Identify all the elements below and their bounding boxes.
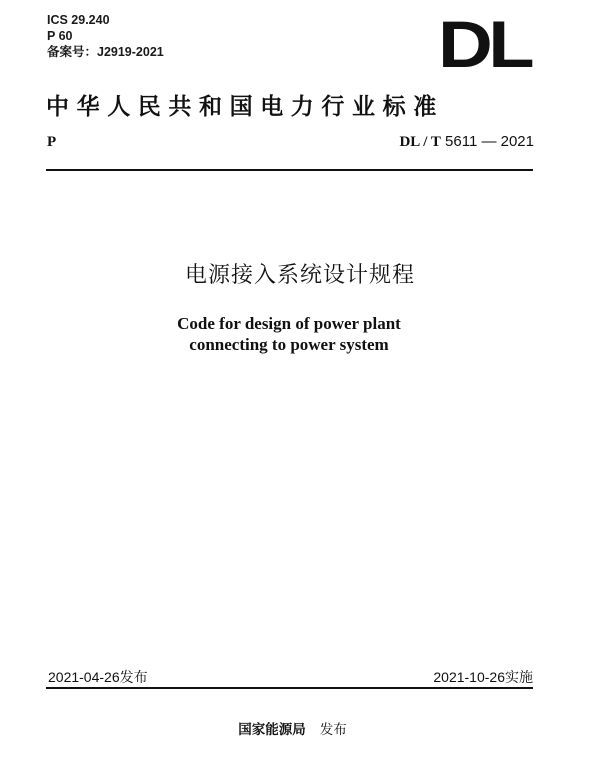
standard-number — [399, 133, 534, 151]
publish-date-value: 2021-04-26 — [48, 669, 120, 685]
metadata-block — [47, 12, 164, 60]
publisher — [0, 718, 585, 738]
english-title-line-2: connecting to power system — [189, 335, 389, 354]
chinese-title: 电源接入系统设计规程 — [184, 263, 415, 288]
top-divider — [46, 169, 533, 171]
standard-number-prefix: DL / T — [399, 134, 441, 150]
english-title — [0, 313, 578, 355]
standard-type-title: 中华人民共和国电力行业标准 — [46, 93, 444, 120]
bottom-divider — [46, 687, 533, 689]
publisher-name: 国家能源局 — [238, 722, 306, 738]
standard-category-code: P — [47, 134, 57, 150]
implement-date-value: 2021-10-26 — [433, 669, 505, 685]
english-title-line-1: Code for design of power plant — [177, 314, 401, 333]
implement-label: 实施 — [505, 669, 533, 685]
dl-logo: DL — [438, 7, 530, 81]
ics-code: ICS 29.240 — [47, 13, 110, 27]
filing-number: 备案号：J2919-2021 — [47, 45, 164, 59]
category-code: P 60 — [47, 29, 73, 43]
publisher-action: 发布 — [319, 722, 347, 738]
standard-number-value: 5611 — 2021 — [440, 133, 534, 150]
implement-date — [433, 667, 533, 687]
publish-label: 发布 — [119, 669, 148, 685]
publish-date — [48, 667, 148, 687]
